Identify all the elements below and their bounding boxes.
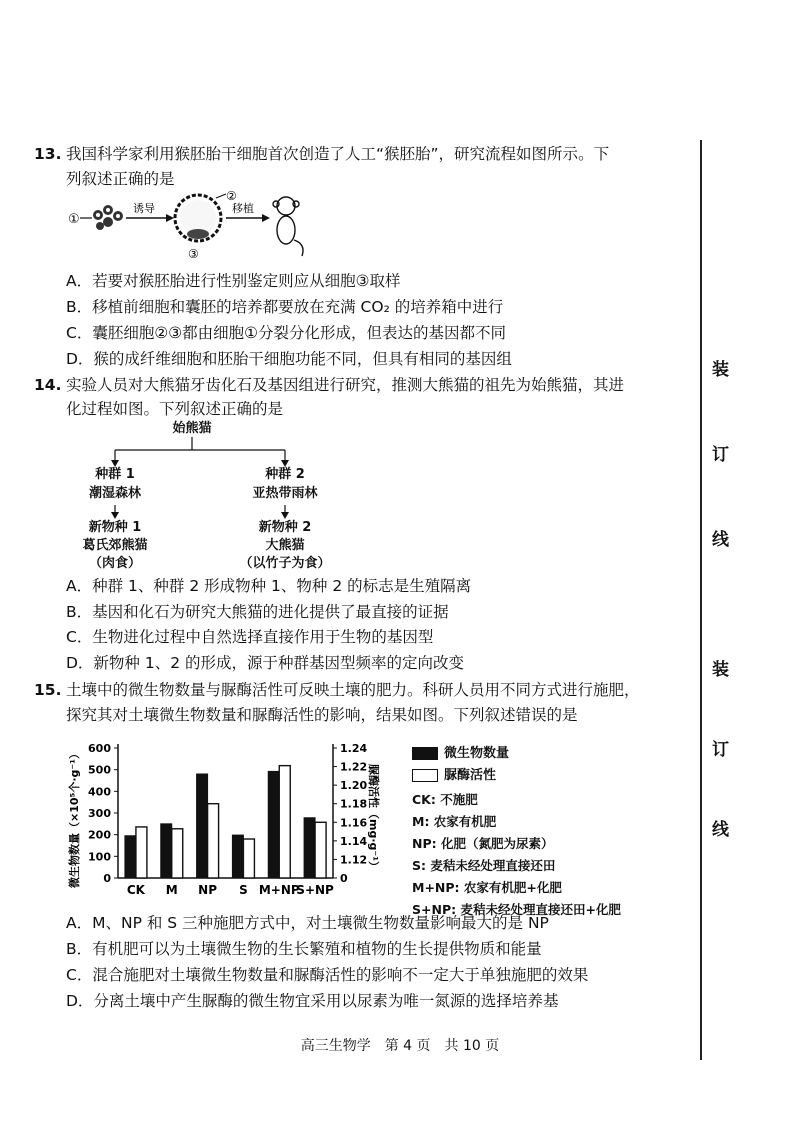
question-14-option: C．生物进化过程中自然选择直接作用于生物的基因型 — [66, 628, 434, 646]
question-14-option: A．种群 1、种群 2 形成物种 1、物种 2 的标志是生殖隔离 — [66, 577, 472, 595]
question-14-stem: 实验人员对大熊猫牙齿化石及基因组进行研究，推测大熊猫的祖先为始熊猫，其进 — [66, 376, 625, 394]
pointer-line — [216, 194, 226, 198]
legend-note: M: 农家有机肥 — [412, 814, 497, 829]
legend-item-urease — [412, 765, 621, 787]
bar-urease-activity — [243, 839, 254, 878]
question-15-stem-continued: 探究其对土壤微生物数量和脲酶活性的影响，结果如图。下列叙述错误的是 — [66, 706, 578, 724]
x-category-label: S+NP — [296, 883, 334, 897]
legend-note: S: 麦秸未经处理直接还田 — [412, 858, 556, 873]
question-15-option: D．分离土壤中产生脲酶的微生物宜采用以尿素为唯一氮源的选择培养基 — [66, 992, 559, 1010]
question-15-option: C．混合施肥对土壤微生物数量和脲酶活性的影响不一定大于单独施肥的效果 — [66, 966, 589, 984]
legend-label: 微生物数量 — [444, 746, 510, 761]
question-13-stem: 我国科学家利用猴胚胎干细胞首次创造了人工“猴胚胎”，研究流程如图所示。下 — [66, 145, 610, 163]
binding-line — [700, 140, 702, 1060]
arrowhead-icon — [262, 214, 270, 222]
bar-microbe-count — [161, 824, 172, 878]
tree-population-2: 种群 2 — [265, 467, 305, 482]
arrow-1-label: 诱导 — [133, 202, 155, 215]
x-category-label: S — [239, 883, 248, 897]
binding-char: 订 — [712, 740, 729, 760]
question-13-stem-continued: 列叙述正确的是 — [66, 170, 175, 188]
tree-species-1-diet: （肉食） — [88, 556, 141, 571]
question-15-number: 15. — [34, 681, 62, 699]
legend-swatch-filled — [412, 747, 438, 760]
bar-microbe-count — [304, 818, 315, 878]
y-right-tick-label: 1.18 — [340, 797, 368, 811]
question-14-option: D．新物种 1、2 的形成，源于种群基因型频率的定向改变 — [66, 654, 465, 672]
bar-urease-activity — [279, 766, 290, 878]
question-15-stem: 土壤中的微生物数量与脲酶活性可反映土壤的肥力。科研人员用不同方式进行施肥， — [66, 681, 640, 699]
y-axis-left-label: 微生物数量（×10⁵个·g⁻¹） — [68, 747, 81, 889]
bar-urease-activity — [208, 804, 219, 878]
y-right-tick-label: 1.16 — [340, 816, 368, 830]
y-axis-right-label: 脲酶活性（mg·g⁻¹） — [367, 763, 380, 873]
cell-label-3: ③ — [188, 247, 199, 261]
fertilization-bar-chart — [60, 728, 380, 903]
y-left-tick-label: 0 — [103, 872, 111, 885]
bar-microbe-count — [232, 835, 243, 878]
question-13-option: D．猴的成纤维细胞和胚胎干细胞功能不同，但具有相同的基因组 — [66, 350, 512, 368]
y-left-tick-label: 200 — [88, 828, 111, 842]
question-15-option: B．有机肥可以为土壤微生物的生长繁殖和植物的生长提供物质和能量 — [66, 940, 542, 958]
x-category-label: M — [165, 883, 178, 897]
binding-char: 订 — [712, 445, 729, 465]
tree-environment-2: 亚热带雨林 — [252, 486, 318, 501]
y-left-tick-label: 500 — [88, 763, 111, 777]
legend-swatch-empty — [412, 769, 438, 782]
y-right-tick-label: 1.20 — [340, 779, 368, 793]
bar-urease-activity — [315, 822, 326, 878]
tree-root: 始熊猫 — [172, 421, 212, 436]
cell-label-2: ② — [226, 189, 237, 203]
bar-microbe-count — [268, 771, 279, 878]
y-right-tick-label: 1.14 — [340, 834, 368, 848]
question-14-number: 14. — [34, 376, 62, 394]
bar-urease-activity — [136, 827, 147, 878]
y-right-tick-label: 0 — [340, 872, 348, 885]
bar-microbe-count — [125, 836, 136, 878]
binding-char: 线 — [712, 530, 729, 550]
bar-microbe-count — [197, 774, 208, 878]
blastocyst-icon — [175, 195, 221, 241]
legend-note: NP: 化肥（氮肥为尿素） — [412, 836, 554, 851]
x-category-label: CK — [126, 883, 145, 897]
bar-urease-activity — [172, 829, 183, 878]
legend-item-microbe — [412, 743, 621, 765]
y-left-tick-label: 600 — [88, 742, 111, 755]
y-left-tick-label: 300 — [88, 807, 111, 820]
y-right-tick-label: 1.24 — [340, 742, 368, 755]
question-14-stem-continued: 化过程如图。下列叙述正确的是 — [66, 400, 284, 418]
y-left-tick-label: 400 — [88, 785, 111, 799]
tree-species-2-diet: （以竹子为食） — [239, 556, 331, 571]
arrowhead-icon — [166, 214, 174, 222]
x-category-label: M+NP — [258, 883, 300, 897]
binding-char: 线 — [712, 820, 729, 840]
legend-note: M+NP: 农家有机肥+化肥 — [412, 880, 562, 895]
tree-species-1: 新物种 1 — [88, 520, 142, 535]
legend-note: CK: 不施肥 — [412, 792, 478, 807]
question-13-option: A．若要对猴胚胎进行性别鉴定则应从细胞③取样 — [66, 272, 401, 290]
question-13-option: C．囊胚细胞②③都由细胞①分裂分化形成，但表达的基因都不同 — [66, 324, 507, 342]
binding-char: 装 — [712, 660, 729, 680]
tree-species-1-name: 葛氏郊熊猫 — [82, 538, 148, 553]
question-14-option: B．基因和化石为研究大熊猫的进化提供了最直接的证据 — [66, 603, 449, 621]
chart-legend — [412, 743, 621, 921]
legend-note: S+NP: 麦秸未经处理直接还田+化肥 — [412, 902, 621, 917]
tree-species-2: 新物种 2 — [258, 520, 312, 535]
monkey-embryo-diagram — [66, 190, 306, 262]
y-left-tick-label: 100 — [88, 850, 111, 864]
cell-cluster-icon — [93, 205, 123, 230]
arrow-2-label: 移植 — [232, 202, 254, 215]
binding-char: 装 — [712, 360, 729, 380]
page-footer: 高三生物学 第 4 页 共 10 页 — [300, 1038, 500, 1054]
question-13-option: B．移植前细胞和囊胚的培养都要放在充满 CO₂ 的培养箱中进行 — [66, 298, 504, 316]
question-13-number: 13. — [34, 145, 62, 163]
x-category-label: NP — [198, 883, 218, 897]
tree-species-2-name: 大熊猫 — [265, 538, 305, 553]
y-right-tick-label: 1.12 — [340, 853, 368, 867]
tree-population-1: 种群 1 — [95, 467, 135, 482]
legend-label: 脲酶活性 — [444, 768, 497, 783]
y-right-tick-label: 1.22 — [340, 760, 368, 774]
tree-environment-1: 潮湿森林 — [88, 486, 141, 501]
question-15-option: A．M、NP 和 S 三种施肥方式中，对土壤微生物数量影响最大的是 NP — [66, 914, 549, 932]
cell-label-1: ① — [68, 212, 80, 227]
monkey-icon — [273, 197, 303, 256]
